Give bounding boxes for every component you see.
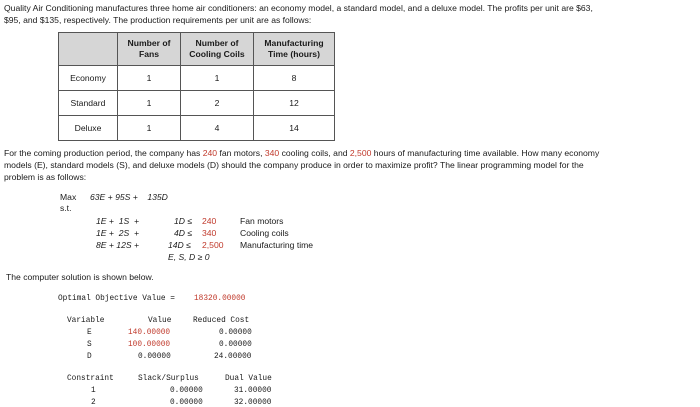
header-manufacturing-time: Manufacturing Time (hours) bbox=[254, 33, 335, 66]
constraint-dual: 31.00000 bbox=[234, 387, 272, 395]
header-value: Value bbox=[148, 317, 172, 325]
optimal-objective-label: Optimal Objective Value = bbox=[58, 295, 175, 303]
cell-fans: 1 bbox=[118, 116, 181, 141]
variable-value: 100.00000 bbox=[128, 341, 171, 349]
nonnegativity: E, S, D ≥ 0 bbox=[168, 252, 210, 262]
table-row bbox=[59, 91, 335, 116]
variable-reduced-cost: 24.00000 bbox=[214, 353, 252, 361]
variable-value: 140.00000 bbox=[128, 329, 171, 337]
requirements-table bbox=[58, 32, 335, 141]
variable-name: D bbox=[87, 353, 92, 361]
header-variable: Variable bbox=[67, 317, 105, 325]
cell-time: 14 bbox=[254, 116, 335, 141]
variable-reduced-cost: 0.00000 bbox=[219, 329, 252, 337]
row-label: Standard bbox=[59, 91, 118, 116]
constraint-number: 2 bbox=[91, 399, 96, 407]
constraint-lhs: 1E + 1S + bbox=[96, 216, 139, 226]
constraint-lhs: 1E + 2S + bbox=[96, 228, 139, 238]
cell-time: 8 bbox=[254, 66, 335, 91]
problem-paragraph bbox=[4, 147, 696, 183]
constraint-slack: 0.00000 bbox=[170, 399, 203, 407]
cell-fans: 1 bbox=[118, 91, 181, 116]
problem-line-3: problem is as follows: bbox=[4, 172, 87, 182]
table-row bbox=[59, 66, 335, 91]
optimal-objective-value: 18320.00000 bbox=[194, 295, 246, 303]
problem-line-2: models (E), standard models (S), and deluxe models (D) should the company produce in order to maximize profit? The linear programming model for the bbox=[4, 160, 584, 170]
cell-fans: 1 bbox=[118, 66, 181, 91]
constraint-rhs-term: 4D ≤ bbox=[174, 228, 193, 238]
constraint-rhs: 240 bbox=[202, 216, 217, 226]
constraint-label: Manufacturing time bbox=[240, 240, 314, 250]
variable-reduced-cost: 0.00000 bbox=[219, 341, 252, 349]
constraint-lhs: 8E + 12S + bbox=[96, 240, 140, 250]
table-row bbox=[59, 116, 335, 141]
cell-time: 12 bbox=[254, 91, 335, 116]
intro-line-1: Quality Air Conditioning manufactures three home air conditioners: an economy model, a standard model, and a deluxe model. The profits per unit are $63, bbox=[4, 3, 593, 13]
intro-line-2: $95, and $135, respectively. The production requirements per unit are as follows: bbox=[4, 15, 312, 25]
cell-coils: 4 bbox=[181, 116, 254, 141]
cell-coils: 1 bbox=[181, 66, 254, 91]
constraint-rhs: 340 bbox=[202, 228, 217, 238]
objective-function: 63E + 95S + 135D bbox=[90, 192, 168, 202]
variable-value: 0.00000 bbox=[138, 353, 171, 361]
header-dual-value: Dual Value bbox=[225, 375, 272, 383]
max-label: Max bbox=[60, 192, 77, 202]
intro-paragraph bbox=[4, 2, 696, 26]
variable-name: S bbox=[87, 341, 92, 349]
header-slack-surplus: Slack/Surplus bbox=[138, 375, 199, 383]
problem-line-1: For the coming production period, the company has 240 fan motors, 340 cooling coils, and 2,500 hours of manufacturing time available. How many economy bbox=[4, 148, 600, 158]
table-corner-cell bbox=[59, 33, 118, 66]
constraint-number: 1 bbox=[91, 387, 96, 395]
constraint-rhs-term: 14D ≤ bbox=[168, 240, 191, 250]
row-label: Economy bbox=[59, 66, 118, 91]
constraint-slack: 0.00000 bbox=[170, 387, 203, 395]
subject-to-label: s.t. bbox=[60, 203, 72, 213]
constraint-label: Cooling coils bbox=[240, 228, 289, 238]
constraint-dual: 32.00000 bbox=[234, 399, 272, 407]
header-fans: Number of Fans bbox=[118, 33, 181, 66]
cooling-coil-limit: 340 bbox=[264, 148, 280, 158]
variable-name: E bbox=[87, 329, 92, 337]
row-label: Deluxe bbox=[59, 116, 118, 141]
cell-coils: 2 bbox=[181, 91, 254, 116]
fan-motor-limit: 240 bbox=[202, 148, 218, 158]
header-constraint: Constraint bbox=[67, 375, 114, 383]
header-reduced-cost: Reduced Cost bbox=[193, 317, 250, 325]
table-header-row bbox=[59, 33, 335, 66]
constraint-label: Fan motors bbox=[240, 216, 284, 226]
hours-limit: 2,500 bbox=[349, 148, 372, 158]
computer-solution-label: The computer solution is shown below. bbox=[6, 272, 154, 282]
header-cooling-coils: Number of Cooling Coils bbox=[181, 33, 254, 66]
constraint-rhs: 2,500 bbox=[202, 240, 224, 250]
constraint-rhs-term: 1D ≤ bbox=[174, 216, 193, 226]
